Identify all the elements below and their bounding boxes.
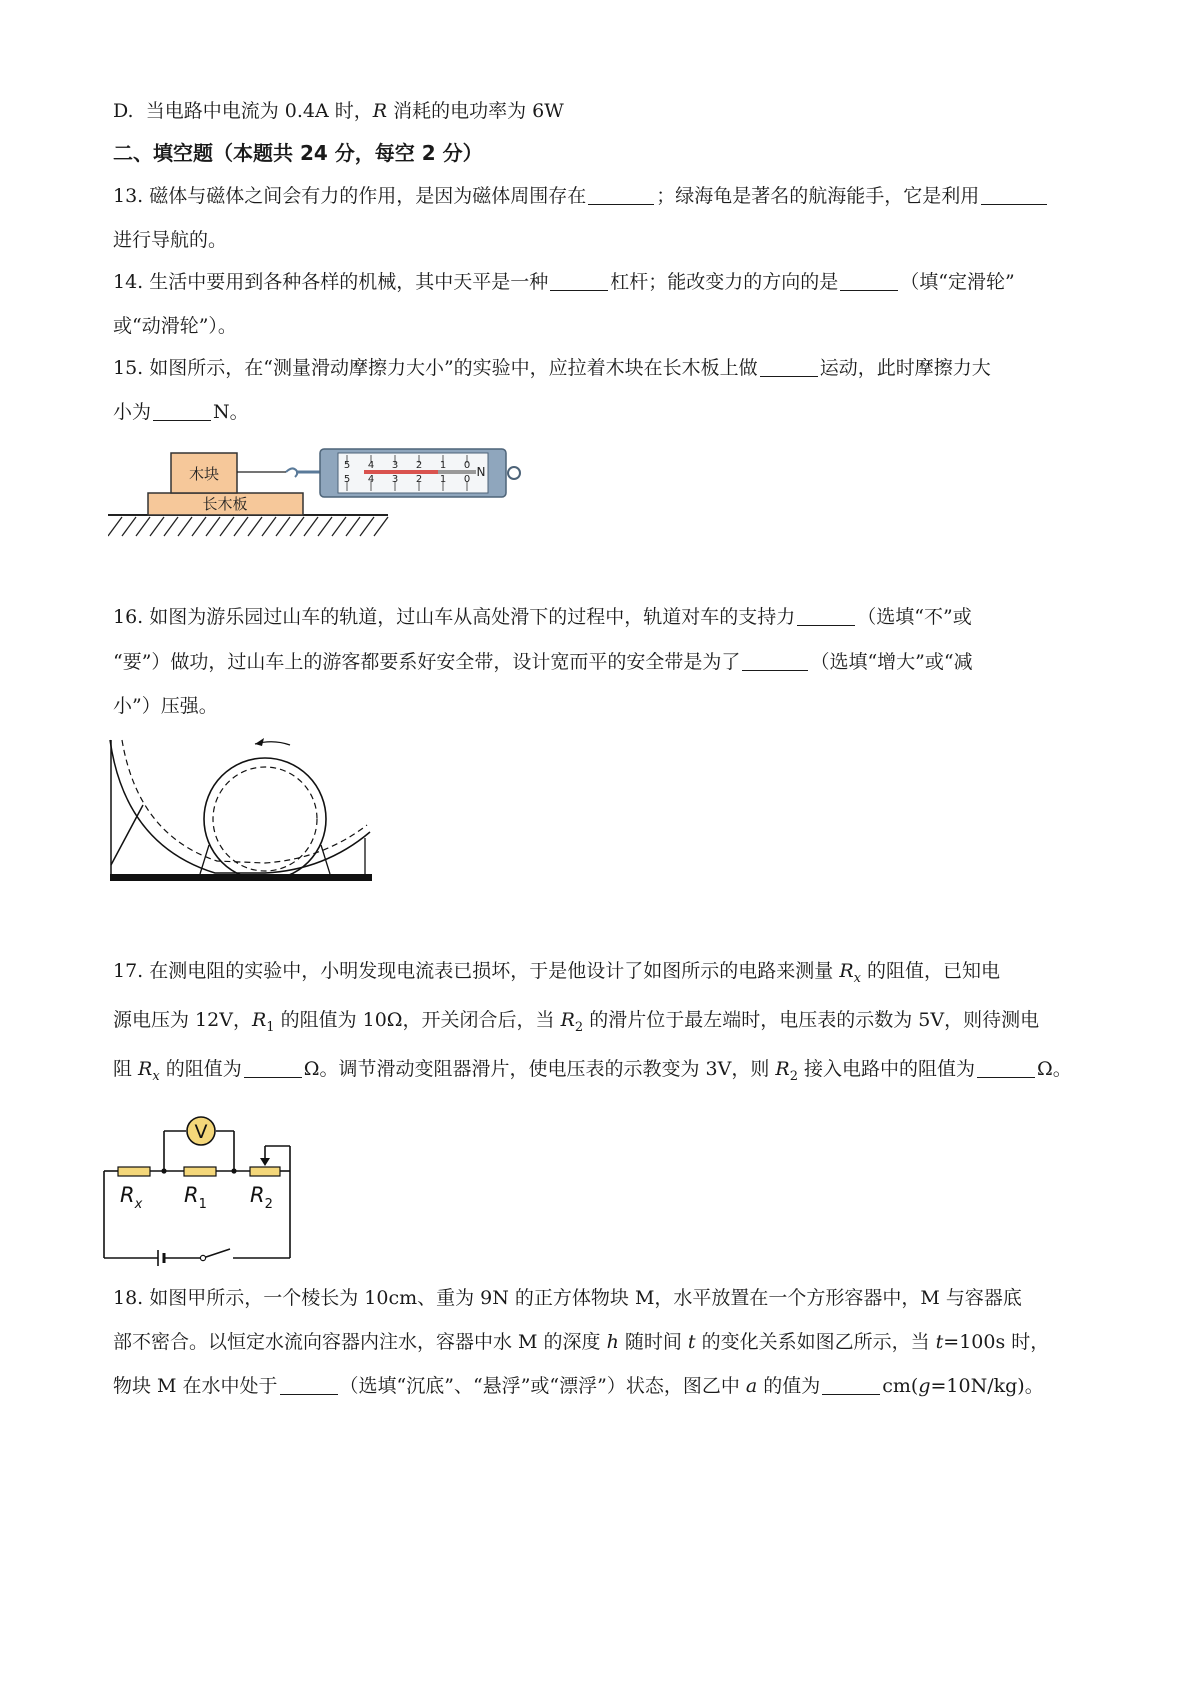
subscript: 2 [574, 1019, 584, 1035]
tick-label: 2 [415, 474, 423, 485]
answer-blank[interactable] [280, 1374, 338, 1395]
friction-experiment-figure [108, 446, 538, 546]
q14-line2: 或“动滑轮”）。 [113, 315, 237, 337]
section-heading: 二、填空题（本题共 24 分，每空 2 分） [113, 141, 483, 165]
label-r2: $R_2$ [250, 1183, 273, 1212]
scale-ring [508, 467, 520, 479]
voltmeter-label: V [194, 1121, 208, 1143]
subscript: x [152, 1068, 160, 1084]
tick-label: 0 [463, 474, 471, 485]
answer-blank[interactable] [977, 1057, 1035, 1078]
subscript: x [853, 970, 861, 986]
q14-text: 14. 生活中要用到各种各样的机械，其中天平是一种 [113, 271, 549, 293]
junction-node [231, 1168, 236, 1173]
roller-coaster-figure [105, 735, 380, 890]
q18-text: 随时间 [618, 1331, 688, 1353]
q18-text: 的值为 [757, 1375, 821, 1397]
variable-r: R [839, 960, 854, 982]
variable-t: t [687, 1331, 696, 1353]
answer-blank[interactable] [153, 400, 211, 421]
q18-text: cm( [882, 1375, 919, 1397]
variable-r: R [560, 1009, 575, 1031]
q18-text: （选填“沉底”、“悬浮”或“漂浮”）状态，图乙中 [339, 1375, 746, 1397]
resistor-r1 [184, 1167, 216, 1176]
answer-blank[interactable] [244, 1057, 302, 1078]
q17-line3 [113, 1056, 1072, 1090]
q18-text: 部不密合。以恒定水流向容器内注水，容器中水 M 的深度 [113, 1331, 607, 1353]
switch-pivot [200, 1255, 205, 1260]
q16-text: （选填“不”或 [857, 606, 972, 628]
option-label: D. [113, 100, 134, 122]
wooden-block-label: 木块 [188, 465, 220, 483]
variable-r: R [138, 1058, 153, 1080]
tick-label: 5 [343, 474, 351, 485]
q17-text: 接入电路中的阻值为 [798, 1058, 976, 1080]
q14-text: 杠杆；能改变力的方向的是 [610, 271, 839, 293]
slider-arrow-icon [260, 1158, 270, 1166]
q18-line1: 18. 如图甲所示，一个棱长为 10cm、重为 9N 的正方体物块 M，水平放置在一个方形容器中，M 与容器底 [113, 1287, 1022, 1309]
loop-dashed [213, 767, 317, 871]
loop-outer [204, 758, 326, 880]
q17-text: Ω。 [1037, 1058, 1072, 1080]
q14-text: （填“定滑轮” [900, 271, 1015, 293]
q17-text: 源电压为 12V， [113, 1009, 252, 1031]
scale-red-indicator [364, 470, 438, 474]
q13-line2: 进行导航的。 [113, 229, 228, 251]
scale-unit: N [476, 465, 486, 479]
q18-text: 物块 M 在水中处于 [113, 1375, 278, 1397]
q17-line1 [113, 958, 1000, 992]
q17-text: 阻 [113, 1058, 139, 1080]
answer-blank[interactable] [822, 1374, 880, 1395]
scale-hook [286, 468, 297, 477]
q15-text: 15. 如图所示，在“测量滑动摩擦力大小”的实验中，应拉着木块在长木板上做 [113, 357, 758, 379]
q18-line3 [113, 1373, 1044, 1399]
subscript: 2 [789, 1068, 798, 1084]
q12-option-d [113, 98, 564, 124]
tick-label: 2 [415, 460, 423, 471]
ground-hatching [108, 515, 388, 536]
variable-r: R [372, 100, 388, 122]
tick-label: 4 [367, 474, 375, 485]
q15-text: 小为 [113, 401, 152, 423]
variable-g: g [918, 1375, 931, 1397]
tick-label: 0 [463, 460, 471, 471]
q17-text: 的滑片位于最左端时，电压表的示数为 5V，则待测电 [583, 1009, 1040, 1031]
variable-r: R [775, 1058, 790, 1080]
track-outer [110, 740, 370, 873]
tick-label: 3 [391, 474, 399, 485]
direction-arrow-icon [255, 738, 264, 746]
q16-line3: 小”）压强。 [113, 695, 218, 717]
option-text: 当电路中电流为 0.4A 时， [145, 100, 373, 122]
circuit-figure [100, 1110, 320, 1270]
q15-line1 [113, 355, 991, 381]
q13-line1 [113, 183, 1049, 209]
q17-text: 的阻值为 10Ω，开关闭合后，当 [274, 1009, 561, 1031]
answer-blank[interactable] [981, 184, 1047, 205]
rheostat-r2 [250, 1167, 280, 1176]
long-board-label: 长木板 [202, 495, 248, 513]
q18-text: =10N/kg)。 [930, 1375, 1044, 1397]
tick-label: 3 [391, 460, 399, 471]
variable-h: h [606, 1331, 619, 1353]
variable-a: a [745, 1375, 758, 1397]
subscript: 1 [266, 1019, 275, 1035]
q18-text: =100s 时， [943, 1331, 1050, 1353]
answer-blank[interactable] [760, 356, 818, 377]
q14-line1 [113, 269, 1015, 295]
q15-text: N。 [213, 401, 249, 423]
q17-text: Ω。调节滑动变阻器滑片，使电压表的示教变为 3V，则 [303, 1058, 776, 1080]
q18-line2 [113, 1329, 1049, 1355]
label-rx: $R_x$ [120, 1183, 143, 1212]
q16-line2 [113, 649, 973, 675]
support-brace [111, 805, 143, 865]
q15-line2 [113, 399, 249, 425]
q16-text: “要”）做功，过山车上的游客都要系好安全带，设计宽而平的安全带是为了 [113, 651, 741, 673]
junction-node [161, 1168, 166, 1173]
answer-blank[interactable] [797, 605, 855, 626]
answer-blank[interactable] [742, 650, 808, 671]
q17-text: 的阻值，已知电 [860, 960, 1001, 982]
q18-text: 的变化关系如图乙所示，当 [695, 1331, 936, 1353]
resistor-rx [118, 1167, 150, 1176]
variable-t: t [935, 1331, 944, 1353]
q13-text: ；绿海龟是著名的航海能手，它是利用 [656, 185, 980, 207]
q15-text: 运动，此时摩擦力大 [819, 357, 991, 379]
q16-line1 [113, 604, 972, 630]
label-r1: $R_1$ [184, 1183, 207, 1212]
q13-text: 13. 磁体与磁体之间会有力的作用，是因为磁体周围存在 [113, 185, 587, 207]
answer-blank[interactable] [588, 184, 654, 205]
tick-label: 5 [343, 460, 351, 471]
option-text-end: 消耗的电功率为 6W [387, 100, 564, 122]
track-dashed [122, 740, 367, 863]
q16-text: （选填“增大”或“减 [810, 651, 973, 673]
q16-text: 16. 如图为游乐园过山车的轨道，过山车从高处滑下的过程中，轨道对车的支持力 [113, 606, 796, 628]
q17-line2 [113, 1007, 1039, 1041]
answer-blank[interactable] [840, 270, 898, 291]
tick-label: 1 [439, 474, 447, 485]
answer-blank[interactable] [550, 270, 608, 291]
tick-label: 1 [439, 460, 447, 471]
tick-label: 4 [367, 460, 375, 471]
q17-text: 的阻值为 [159, 1058, 242, 1080]
variable-r: R [251, 1009, 267, 1031]
q17-text: 17. 在测电阻的实验中，小明发现电流表已损坏，于是他设计了如图所示的电路来测量 [113, 960, 840, 982]
